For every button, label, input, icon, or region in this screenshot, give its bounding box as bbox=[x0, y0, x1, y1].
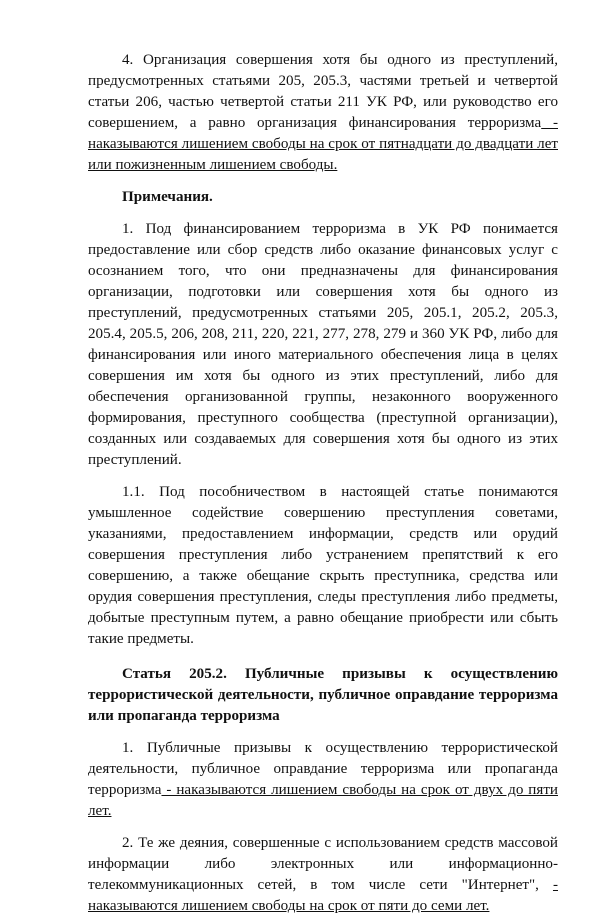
part-4-text: 4. Организация совершения хотя бы одного из преступлений, предусмотренных статьями 205, 205.3, частями третьей и четвертой статьи 206, частью четвертой статьи 211 УК РФ, или руководство его совершением, а равно организация финансирования терроризма bbox=[88, 52, 558, 131]
article-part-2-sanction: - наказываются лишением свободы на срок от пяти до семи лет. bbox=[88, 877, 558, 914]
article-205-2-heading: Статья 205.2. Публичные призывы к осуществлению террористической деятельности, публичное оправдание терроризма или пропаганда терроризма bbox=[88, 666, 558, 724]
part-4-sanction: - наказываются лишением свободы на срок от пятнадцати до двадцати лет или пожизненным лишением свободы. bbox=[88, 115, 558, 173]
article-part-2 bbox=[88, 833, 558, 917]
note-1-1: 1.1. Под пособничеством в настоящей статье понимаются умышленное содействие совершению преступления советами, указаниями, предоставлением информации, средств или орудий совершения преступления либо устранением препятствий к его совершению, а также обещание скрыть преступника, средства или орудия совершения преступления, следы преступления либо предметы, добытые преступным путем, а равно обещание приобрести или сбыть такие предметы. bbox=[88, 484, 558, 647]
paragraph-part-4 bbox=[88, 50, 558, 176]
article-part-2-text: 2. Те же деяния, совершенные с использованием средств массовой информации либо электронных или информационно-телекоммуникационных сетей, в том числе сети "Интернет", bbox=[88, 835, 558, 893]
article-part-1 bbox=[88, 738, 558, 822]
note-1: 1. Под финансированием терроризма в УК РФ понимается предоставление или сбор средств либо оказание финансовых услуг с осознанием того, что они предназначены для финансирования организации, подготовки или совершения хотя бы одного из преступлений, предусмотренных статьями 205, 205.1, 205.2, 205.3, 205.4, 205.5, 206, 208, 211, 220, 221, 277, 278, 279 и 360 УК РФ, либо для финансирования или иного материального обеспечения лица в целях совершения им хотя бы одного из этих преступлений, либо для обеспечения организованной группы, незаконного вооруженного формирования, преступного сообщества (преступной организации), созданных или создаваемых для совершения хотя бы одного из этих преступлений. bbox=[88, 221, 558, 468]
article-part-1-text: 1. Публичные призывы к осуществлению террористической деятельности, публичное оправдание терроризма или пропаганда терроризма bbox=[88, 740, 558, 798]
article-part-1-sanction: - наказываются лишением свободы на срок от двух до пяти лет. bbox=[88, 782, 558, 819]
notes-heading: Примечания. bbox=[122, 189, 213, 205]
